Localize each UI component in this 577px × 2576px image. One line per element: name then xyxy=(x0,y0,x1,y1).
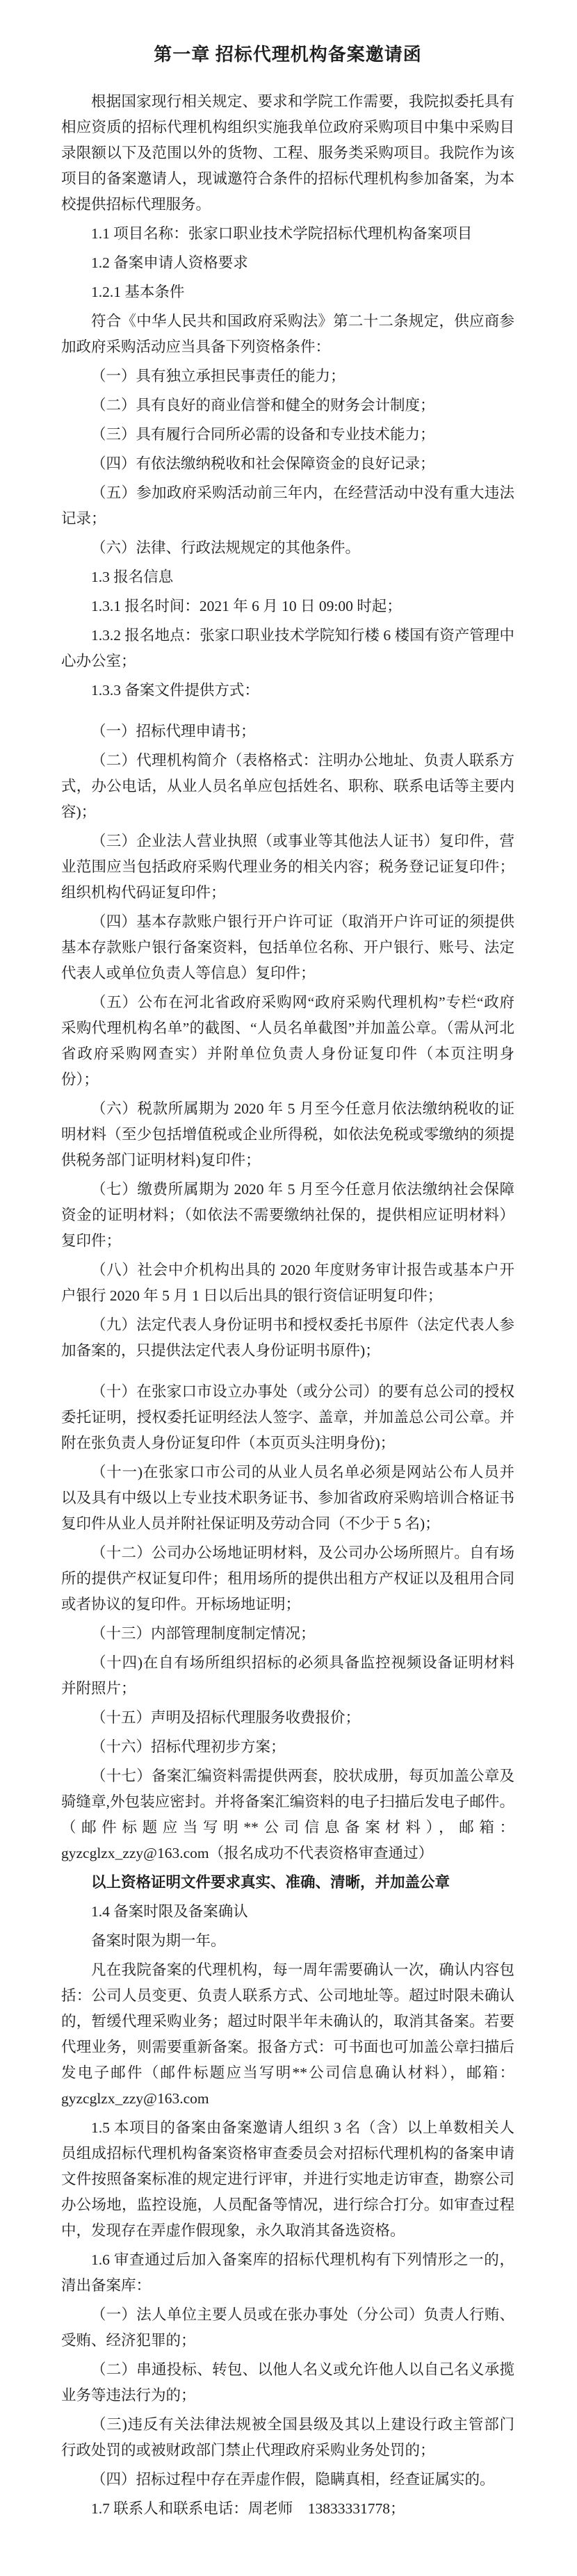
paragraph: （三）具有履行合同所必需的设备和专业技术能力； xyxy=(91,426,435,443)
paragraph: 1.2.1 基本条件 xyxy=(91,284,185,300)
paragraph: 1.7 联系人和联系电话：周老师 13833331778； xyxy=(91,2500,405,2517)
paragraph: 备案时限为期一年。 xyxy=(91,1932,226,1949)
paragraph: （十四)在自有场所组织招标的必须具备监控视频设备证明材料并附照片； xyxy=(61,1654,514,1697)
paragraph: 1.3.3 备案文件提供方式： xyxy=(91,682,259,699)
paragraph: 1.4 备案时限及备案确认 xyxy=(91,1903,248,1920)
paragraph: （十三）内部管理制度制定情况； xyxy=(91,1625,316,1642)
paragraph: （一）招标代理申请书； xyxy=(91,723,256,740)
paragraph: （十七）备案汇编资料需提供两套，胶状成册，每页加盖公章及骑缝章,外包装应密封。并将备案汇编资料的电子扫描后发电子邮件。（邮件标题应当写明**公司信息备案材料），邮箱：gyzcglzx_zzy@163.com（报名成功不代表资格审查通过） xyxy=(61,1768,514,1861)
paragraph: （四）招标过程中存在弄虚作假，隐瞒真相，经查证属实的。 xyxy=(91,2471,495,2488)
paragraph: （四）有依法缴纳税收和社会保障资金的良好记录； xyxy=(91,455,435,472)
paragraph: 1.3.2 报名地点：张家口职业技术学院知行楼 6 楼国有资产管理中心办公室； xyxy=(61,627,514,669)
paragraph: 凡在我院备案的代理机构，每一周年需要确认一次，确认内容包括：公司人员变更、负责人联系方式、公司地址等。超过时限未确认的，暂缓代理采购业务；超过时限半年未确认的，取消其备案。若要代理业务，则需要重新备案。报备方式：可书面也可加盖公章扫描后发电子邮件（邮件标题应当写明**公司信息确认材料），邮箱：gyzcglzx_zzy@163.com xyxy=(61,1962,514,2107)
paragraph: （三)违反有关法律法规被全国县级及其以上建设行政主管部门行政处罚的或被财政部门禁止代理政府采购业务处罚的； xyxy=(61,2416,514,2459)
paragraph: （一）法人单位主要人员或在张办事处（分公司）负责人行贿、受贿、经济犯罪的； xyxy=(61,2306,514,2349)
paragraph: （十六）招标代理初步方案； xyxy=(91,1738,286,1755)
paragraph: 1.1 项目名称：张家口职业技术学院招标代理机构备案项目 xyxy=(91,225,473,242)
paragraph: 符合《中华人民共和国政府采购法》第二十二条规定，供应商参加政府采购活动应当具备下列资格条件： xyxy=(61,313,514,355)
paragraph: （十一)在张家口市公司的从业人员名单必须是网站公布人员并以及具有中级以上专业技术职务证书、参加省政府采购培训合格证书复印件从业人员并附社保证明及劳动合同（不少于 5 名)； xyxy=(61,1464,514,1532)
paragraph: （八）社会中介机构出具的 2020 年度财务审计报告或基本户开户银行 2020 年 5 月 1 日以后出具的银行资信证明复印件； xyxy=(61,1262,514,1304)
paragraph: （七）缴费所属期为 2020 年 5 月至今任意月依法缴纳社会保障资金的证明材料；（如依法不需要缴纳社保的，提供相应证明材料）复印件； xyxy=(61,1181,514,1249)
paragraph: （十二）公司办公场地证明材料，及公司办公场所照片。自有场所的提供产权证复印件；租用场所的提供出租方产权证以及租用合同或者协议的复印件。开标场地证明； xyxy=(61,1544,514,1613)
paragraph: （十）在张家口市设立办事处（或分公司）的要有总公司的授权委托证明，授权委托证明经法人签字、盖章，并加盖总公司公章。并附在张负责人身份证复印件（本页页头注明身份)； xyxy=(61,1383,514,1451)
paragraph: 1.6 审查通过后加入备案库的招标代理机构有下列情形之一的，清出备案库： xyxy=(61,2251,514,2294)
paragraph: （九）法定代表人身份证明书和授权委托书原件（法定代表人参加备案的，只提供法定代表人身份证明书原件)； xyxy=(61,1316,514,1359)
paragraph: 1.3.1 报名时间：2021 年 6 月 10 日 09:00 时起； xyxy=(91,598,402,614)
paragraph: （四）基本存款账户银行开户许可证（取消开户许可证的须提供基本存款账户银行备案资料，包括单位名称、开户银行、账号、法定代表人或单位负责人等信息）复印件； xyxy=(61,913,514,981)
paragraph: 1.3 报名信息 xyxy=(91,569,174,585)
paragraph: （五）公布在河北省政府采购网“政府采购代理机构”专栏“政府采购代理机构名单”的截图、“人员名单截图”并加盖公章。（需从河北省政府采购网查实）并附单位负责人身份证复印件（本页注明身份）； xyxy=(61,994,514,1088)
paragraph: （二）具有良好的商业信誉和健全的财务会计制度； xyxy=(91,397,435,414)
paragraph: （二）代理机构简介（表格格式：注明办公地址、负责人联系方式，办公电话，从业人员名单应包括姓名、职称、联系电话等主要内容)； xyxy=(61,752,514,820)
paragraph: 根据国家现行相关规定、要求和学院工作需要，我院拟委托具有相应资质的招标代理机构组织实施我单位政府采购项目中集中采购目录限额以下及范围以外的货物、工程、服务类采购项目。我院作为该项目的备案邀请人，现诚邀符合条件的招标代理机构参加备案，为本校提供招标代理服务。 xyxy=(61,93,514,213)
paragraph: 以上资格证明文件要求真实、准确、清晰，并加盖公章 xyxy=(91,1874,450,1891)
paragraph: （一）具有独立承担民事责任的能力； xyxy=(91,368,346,384)
document-body xyxy=(61,89,514,2522)
paragraph: （六）税款所属期为 2020 年 5 月至今任意月依法缴纳税收的证明材料（至少包括增值税或企业所得税，如依法免税或零缴纳的须提供税务部门证明材料)复印件； xyxy=(61,1100,514,1168)
paragraph: 1.2 备案申请人资格要求 xyxy=(91,254,248,271)
paragraph: （六）法律、行政法规规定的其他条件。 xyxy=(91,539,361,556)
paragraph: （二）串通投标、转包、以他人名义或允许他人以自己名义承揽业务等违法行为的； xyxy=(61,2361,514,2404)
paragraph: （三）企业法人营业执照（或事业等其他法人证书）复印件，营业范围应当包括政府采购代理业务的相关内容；税务登记证复印件；组织机构代码证复印件； xyxy=(61,833,514,901)
paragraph: （十五）声明及招标代理服务收费报价； xyxy=(91,1709,361,1726)
paragraph: 1.5 本项目的备案由备案邀请人组织 3 名（含）以上单数相关人员组成招标代理机构备案资格审查委员会对招标代理机构的备案申请文件按照备案标准的规定进行评审，并进行实地走访审查，勘察公司办公场地，监控设施，人员配备等情况，进行综合打分。如审查过程中，发现存在弄虚作假现象，永久取消其备选资格。 xyxy=(61,2119,514,2239)
chapter-title: 第一章 招标代理机构备案邀请函 xyxy=(154,44,422,65)
paragraph: （五）参加政府采购活动前三年内，在经营活动中没有重大违法记录； xyxy=(61,484,514,527)
